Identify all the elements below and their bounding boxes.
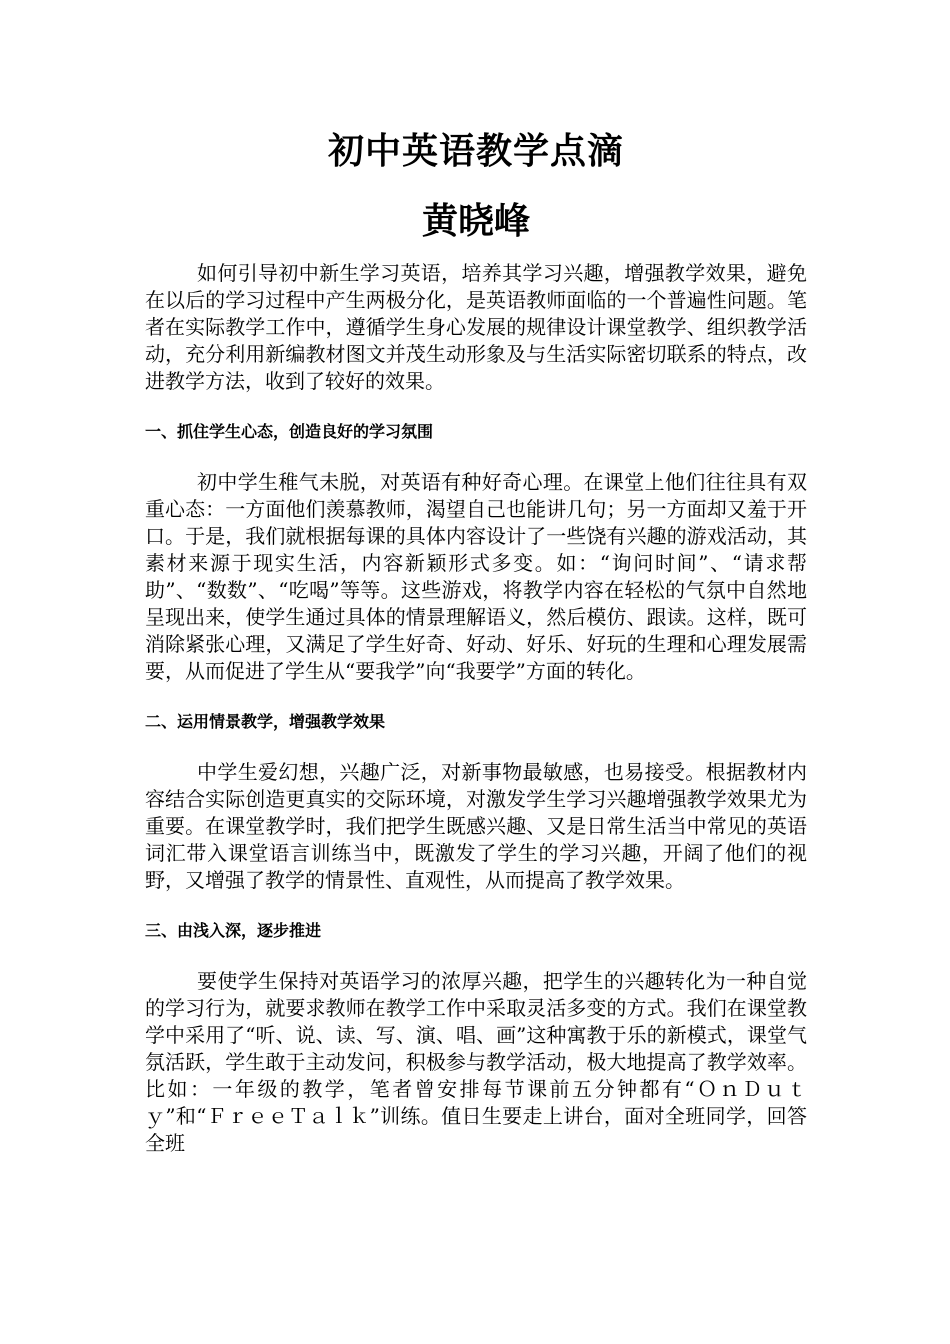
- document-page: [145, 120, 807, 1157]
- section-2: [145, 711, 807, 894]
- document-title: 初中英语教学点滴: [327, 131, 624, 172]
- section-paragraph: 中学生爱幻想，兴趣广泛，对新事物最敏感，也易接受。根据教材内容结合实际创造更真实的交际环境，对激发学生学习兴趣增强教学效果尤为重要。在课堂教学时，我们把学生既感兴趣、又是日常生活当中常见的英语词汇带入课堂语言训练当中，既激发了学生的学习兴趣，开阔了他们的视野，又增强了教学的情景性、直观性，从而提高了教学效果。: [145, 760, 807, 892]
- section-1: [145, 421, 807, 685]
- section-3: [145, 920, 807, 1157]
- section-heading: 二、运用情景教学，增强教学效果: [145, 712, 386, 731]
- section-paragraph: 要使学生保持对英语学习的浓厚兴趣，把学生的兴趣转化为一种自觉的学习行为，就要求教师在教学工作中采取灵活多变的方式。我们在课堂教学中采用了“听、说、读、写、演、唱、画”这种寓教于乐的新模式，课堂气氛活跃，学生敢于主动发问，积极参与教学活动，极大地提高了教学效率。比如：一年级的教学，笔者曾安排每节课前五分钟都有“ＯｎＤｕｔｙ”和“ＦｒｅｅＴａｌｋ”训练。值日生要走上讲台，面对全班同学，回答全班: [145, 969, 807, 1155]
- section-paragraph: 初中学生稚气未脱，对英语有种好奇心理。在课堂上他们往往具有双重心态：一方面他们羡慕教师，渴望自己也能讲几句；另一方面却又羞于开口。于是，我们就根据每课的具体内容设计了一些饶有兴趣的游戏活动，其素材来源于现实生活，内容新颖形式多变。如：“询问时间”、“请求帮助”、“数数”、“吃喝”等等。这些游戏，将教学内容在轻松的气氛中自然地呈现出来，使学生通过具体的情景理解语义，然后模仿、跟读。这样，既可消除紧张心理，又满足了学生好奇、好动、好乐、好玩的生理和心理发展需要，从而促进了学生从“要我学”向“我要学”方面的转化。: [145, 470, 807, 683]
- document-author: 黄晓峰: [421, 201, 530, 242]
- section-heading: 一、抓住学生心态，创造良好的学习氛围: [145, 422, 434, 441]
- section-heading: 三、由浅入深，逐步推进: [145, 921, 322, 940]
- intro-paragraph: 如何引导初中新生学习英语，培养其学习兴趣，增强教学效果，避免在以后的学习过程中产生两极分化，是英语教师面临的一个普遍性问题。笔者在实际教学工作中，遵循学生身心发展的规律设计课堂教学、组织教学活动，充分利用新编教材图文并茂生动形象及与生活实际密切联系的特点，改进教学方法，收到了较好的效果。: [145, 261, 807, 393]
